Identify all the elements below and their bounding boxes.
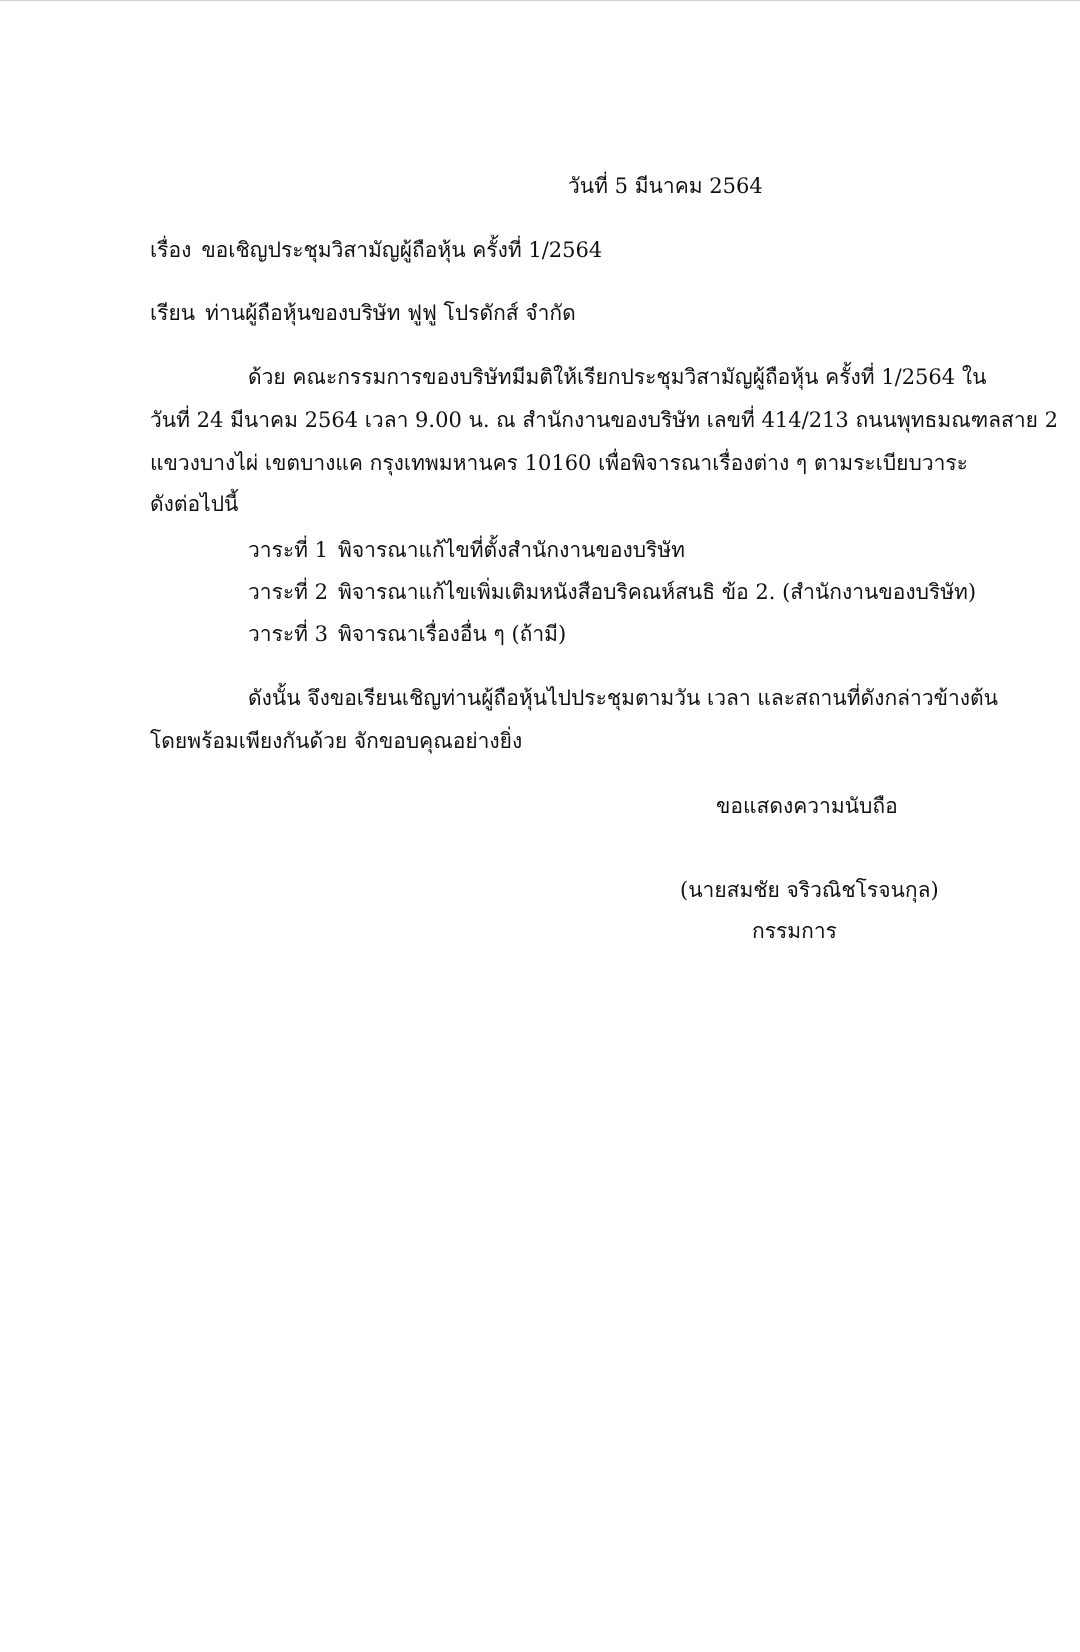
- signatory-name: (นายสมชัย จริวณิชโรจนกุล): [680, 878, 939, 902]
- subject-line: [150, 236, 602, 264]
- letter-date: วันที่ 5 มีนาคม 2564: [568, 174, 763, 198]
- agenda-item: [248, 536, 685, 564]
- salutation-text: ท่านผู้ถือหุ้นของบริษัท ฟูฟู โปรดักส์ จำกัด: [205, 301, 576, 325]
- subject-label: เรื่อง: [150, 238, 192, 262]
- paragraph1-line4: ดังต่อไปนี้: [150, 492, 239, 516]
- agenda-text: พิจารณาแก้ไขเพิ่มเติมหนังสือบริคณห์สนธิ ข้อ 2. (สำนักงานของบริษัท): [338, 580, 977, 604]
- salutation-label: เรียน: [150, 301, 196, 325]
- agenda-text: พิจารณาแก้ไขที่ตั้งสำนักงานของบริษัท: [338, 538, 686, 562]
- paragraph2-line2: โดยพร้อมเพียงกันด้วย จักขอบคุณอย่างยิ่ง: [150, 729, 523, 753]
- agenda-label: วาระที่ 2: [248, 580, 329, 604]
- agenda-text: พิจารณาเรื่องอื่น ๆ (ถ้ามี): [338, 622, 567, 646]
- agenda-label: วาระที่ 3: [248, 622, 329, 646]
- agenda-item: [248, 620, 566, 648]
- subject-text: ขอเชิญประชุมวิสามัญผู้ถือหุ้น ครั้งที่ 1/2564: [201, 238, 603, 262]
- signatory-title: กรรมการ: [752, 919, 837, 943]
- agenda-label: วาระที่ 1: [248, 538, 329, 562]
- paragraph1-line3: แขวงบางไผ่ เขตบางแค กรุงเทพมหานคร 10160 เพื่อพิจารณาเรื่องต่าง ๆ ตามระเบียบวาระ: [150, 451, 968, 475]
- agenda-item: [248, 578, 976, 606]
- paragraph1-line1: ด้วย คณะกรรมการของบริษัทมีมติให้เรียกประชุมวิสามัญผู้ถือหุ้น ครั้งที่ 1/2564 ใน: [248, 365, 987, 389]
- salutation-line: [150, 299, 576, 327]
- closing-phrase: ขอแสดงความนับถือ: [716, 794, 898, 818]
- paragraph1-line2: วันที่ 24 มีนาคม 2564 เวลา 9.00 น. ณ สำนักงานของบริษัท เลขที่ 414/213 ถนนพุทธมณฑลสาย 2: [150, 408, 1058, 432]
- paragraph2-line1: ดังนั้น จึงขอเรียนเชิญท่านผู้ถือหุ้นไปประชุมตามวัน เวลา และสถานที่ดังกล่าวข้างต้น: [248, 686, 999, 710]
